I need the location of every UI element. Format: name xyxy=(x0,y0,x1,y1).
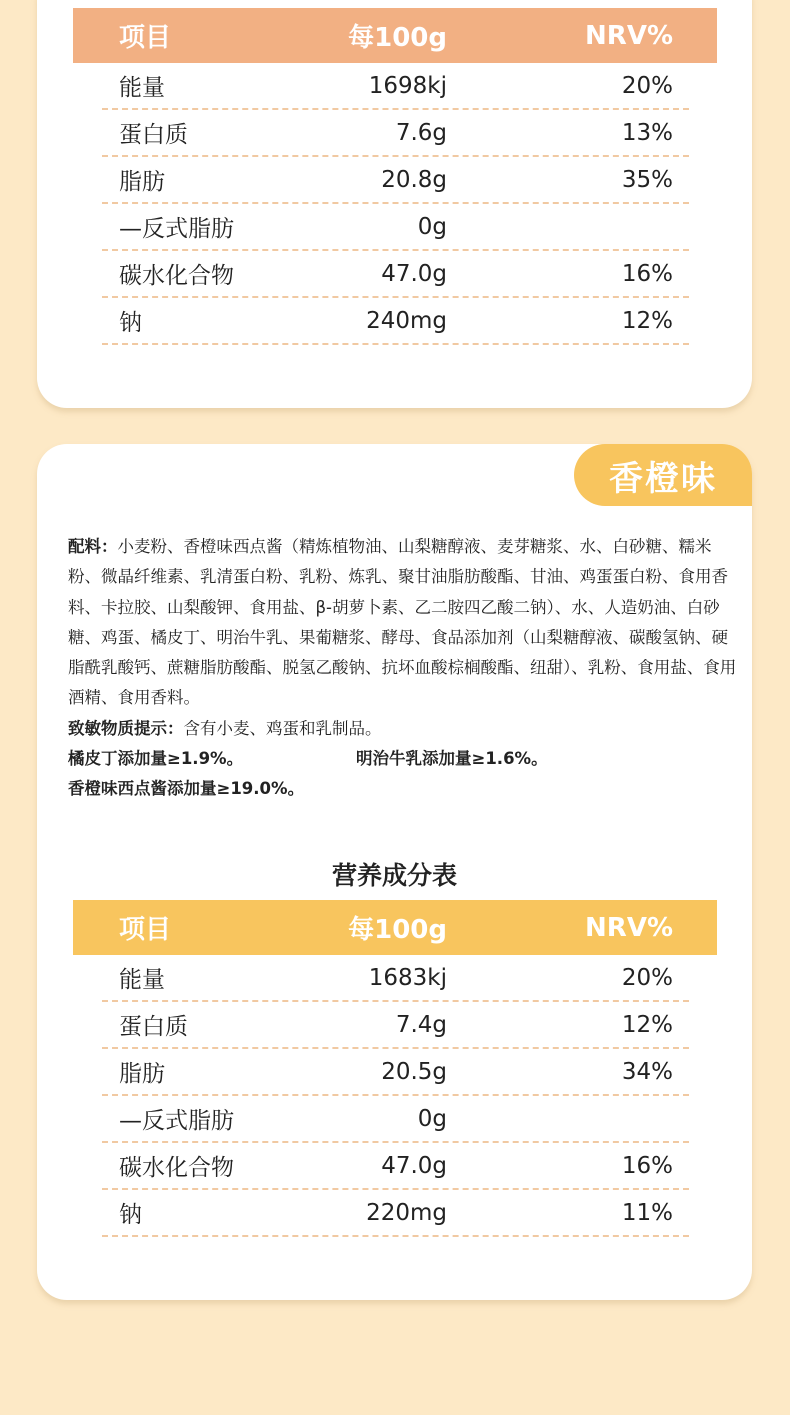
row-name: 能量 xyxy=(119,967,165,993)
row-nrv: 34% xyxy=(621,1058,673,1085)
ingredients-text: 小麦粉、香橙味西点酱（精炼植物油、山梨糖醇液、麦芽糖浆、水、白砂糖、糯米粉、微晶纤维素、乳清蛋白粉、乳粉、炼乳、聚甘油脂肪酸酯、甘油、鸡蛋蛋白粉、食用香料、卡拉胶、山梨酸钾、食用盐、β-胡萝卜素、乙二胺四乙酸二钠）、水、人造奶油、白砂糖、鸡蛋、橘皮丁、明治牛乳、果葡糖浆、酵母、食品添加剂（山梨糖醇液、碳酸氢钠、硬脂酰乳酸钙、蔗糖脂肪酸酯、脱氢乙酸钠、抗坏血酸棕榈酸酯、纽甜）、乳粉、食用盐、食用酒精、食用香料。 xyxy=(68,537,737,708)
table-row xyxy=(102,1049,689,1096)
row-per100g: 47.0g xyxy=(381,1152,447,1179)
row-name: 能量 xyxy=(119,75,165,101)
row-per100g: 7.4g xyxy=(395,1011,447,1038)
row-per100g: 0g xyxy=(417,1105,447,1132)
row-nrv: 13% xyxy=(621,119,673,146)
header-nrv: NRV% xyxy=(585,20,673,51)
table-row xyxy=(102,955,689,1002)
additive-sauce: 香橙味西点酱添加量≥19.0%。 xyxy=(68,779,305,799)
row-nrv: 11% xyxy=(621,1199,673,1226)
row-name: 蛋白质 xyxy=(119,1014,188,1040)
table-row xyxy=(102,298,689,345)
table-row xyxy=(102,1002,689,1049)
row-per100g: 20.5g xyxy=(381,1058,447,1085)
row-per100g: 47.0g xyxy=(381,260,447,287)
table-row xyxy=(102,1096,689,1143)
row-per100g: 220mg xyxy=(366,1199,447,1226)
table-row xyxy=(102,110,689,157)
row-per100g: 240mg xyxy=(366,307,447,334)
header-nrv: NRV% xyxy=(585,912,673,943)
table-header xyxy=(73,8,717,63)
row-nrv: 12% xyxy=(621,307,673,334)
ingredients-block xyxy=(68,532,738,805)
row-name: 碳水化合物 xyxy=(119,263,234,289)
table-row xyxy=(102,63,689,110)
row-name: 脂肪 xyxy=(119,1061,165,1087)
row-nrv: 16% xyxy=(621,1152,673,1179)
row-nrv: 16% xyxy=(621,260,673,287)
row-name: —反式脂肪 xyxy=(119,216,234,242)
nutrition-table-1 xyxy=(73,8,717,345)
row-name: 钠 xyxy=(119,1202,142,1228)
table-row xyxy=(102,1143,689,1190)
additive-orange-peel: 橘皮丁添加量≥1.9%。 xyxy=(68,749,244,769)
header-item: 项目 xyxy=(119,23,172,53)
table-row xyxy=(102,1190,689,1237)
flavor-tab: 香橙味 xyxy=(574,444,752,506)
row-per100g: 1698kj xyxy=(368,72,447,99)
nutrition-card-2 xyxy=(37,444,752,1300)
row-name: —反式脂肪 xyxy=(119,1108,234,1134)
row-name: 钠 xyxy=(119,310,142,336)
allergen-paragraph xyxy=(68,714,738,744)
row-name: 脂肪 xyxy=(119,169,165,195)
header-item: 项目 xyxy=(119,915,172,945)
allergen-label: 致敏物质提示： xyxy=(68,718,184,738)
row-nrv: 35% xyxy=(621,166,673,193)
ingredients-paragraph xyxy=(68,532,738,714)
allergen-text: 含有小麦、鸡蛋和乳制品。 xyxy=(183,718,382,738)
nutrition-table-title: 营养成分表 xyxy=(331,861,457,890)
nutrition-card-1 xyxy=(37,0,752,408)
row-nrv: 12% xyxy=(621,1011,673,1038)
additive-milk: 明治牛乳添加量≥1.6%。 xyxy=(356,749,548,769)
row-name: 蛋白质 xyxy=(119,122,188,148)
row-name: 碳水化合物 xyxy=(119,1155,234,1181)
header-per100g: 每100g xyxy=(348,915,447,945)
row-per100g: 7.6g xyxy=(395,119,447,146)
header-per100g: 每100g xyxy=(348,23,447,53)
additive-line xyxy=(68,744,738,774)
row-per100g: 1683kj xyxy=(368,964,447,991)
ingredients-label: 配料： xyxy=(68,537,118,556)
row-per100g: 20.8g xyxy=(381,166,447,193)
row-per100g: 0g xyxy=(417,213,447,240)
table-row xyxy=(102,157,689,204)
row-nrv: 20% xyxy=(621,964,673,991)
table-header xyxy=(73,900,717,955)
nutrition-table-2 xyxy=(73,900,717,1237)
table-row xyxy=(102,251,689,298)
table-row xyxy=(102,204,689,251)
row-nrv: 20% xyxy=(621,72,673,99)
